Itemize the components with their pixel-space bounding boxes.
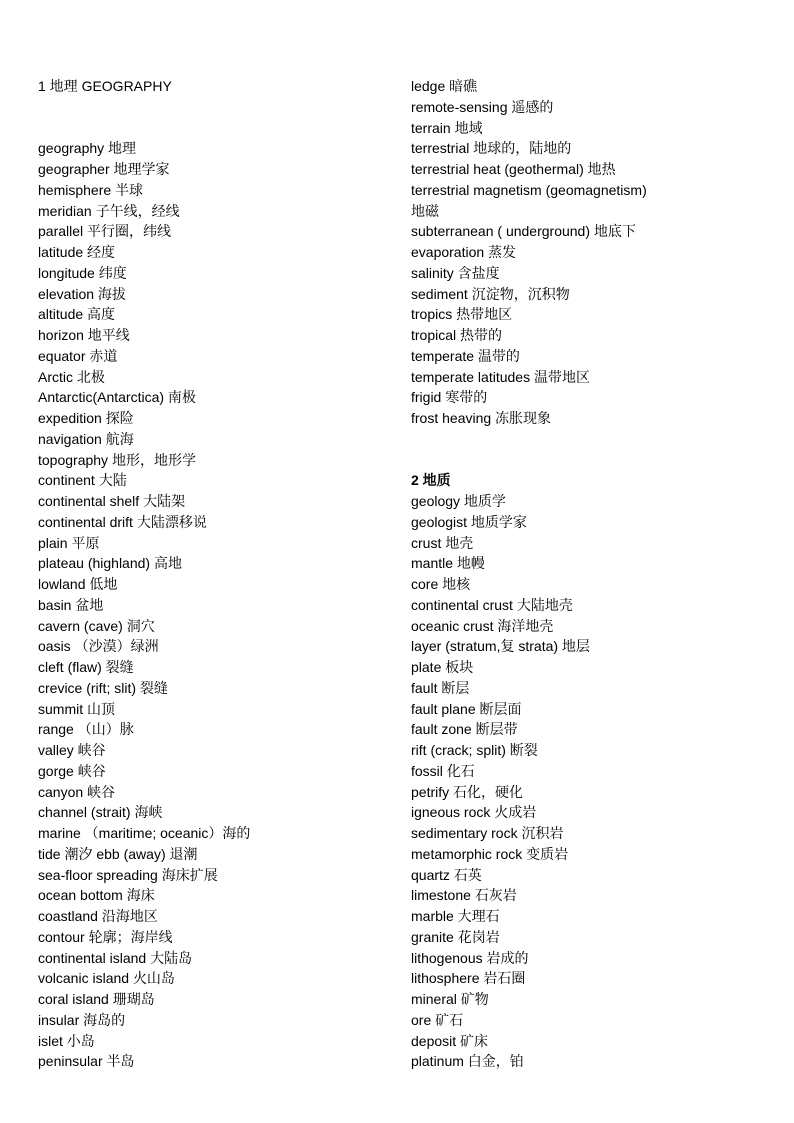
vocab-entry: fossil 化石	[411, 762, 475, 779]
vocab-entry: continental island 大陆岛	[38, 949, 193, 966]
vocab-entry: fault plane 断层面	[411, 700, 522, 717]
vocab-entry: geographer 地理学家	[38, 161, 170, 177]
vocab-entry: hemisphere 半球	[38, 181, 144, 198]
vocab-entry: geologist 地质学家	[411, 513, 527, 530]
vocab-entry: channel (strait) 海峡	[38, 804, 163, 821]
vocab-entry: geology 地质学	[411, 493, 506, 509]
vocab-entry: metamorphic rock 变质岩	[411, 845, 569, 862]
vocab-entry: lithogenous 岩成的	[411, 949, 529, 966]
vocab-entry: marble 大理石	[411, 908, 500, 924]
vocab-entry: latitude 经度	[38, 244, 116, 260]
vocab-entry: terrestrial 地球的，陆地的	[411, 140, 572, 157]
vocab-entry: fault zone 断层带	[411, 721, 518, 738]
vocab-entry: geography 地理	[38, 140, 137, 157]
vocab-entry: altitude 高度	[38, 306, 116, 323]
vocab-entry: crevice (rift; slit) 裂缝	[38, 679, 168, 696]
section-title-geography: 1 地理 GEOGRAPHY	[38, 78, 172, 94]
vocab-entry: 地磁	[411, 202, 439, 219]
vocab-entry: sediment 沉淀物，沉积物	[411, 285, 570, 302]
vocab-entry: cleft (flaw) 裂缝	[38, 659, 134, 675]
vocab-entry: tide 潮汐 ebb (away) 退潮	[38, 845, 198, 862]
vocab-entry: plain 平原	[38, 534, 100, 551]
vocab-entry: horizon 地平线	[38, 327, 130, 343]
spacer	[411, 429, 761, 450]
vocab-entry: topography 地形，地形学	[38, 451, 196, 468]
spacer	[38, 118, 388, 139]
geology-term-list	[411, 491, 761, 1072]
vocab-entry: lowland 低地	[38, 576, 118, 592]
vocab-entry: cavern (cave) 洞穴	[38, 617, 155, 634]
vocab-entry: ledge 暗礁	[411, 78, 478, 94]
vocab-entry: fault 断层	[411, 679, 470, 696]
vocab-entry: continental crust 大陆地壳	[411, 596, 573, 613]
vocab-entry: basin 盆地	[38, 596, 104, 613]
vocab-entry: equator 赤道	[38, 347, 118, 364]
vocab-entry: elevation 海拔	[38, 285, 126, 302]
vocab-entry: oceanic crust 海洋地壳	[411, 617, 554, 634]
vocab-entry: volcanic island 火山岛	[38, 970, 175, 987]
vocab-entry: mantle 地幔	[411, 555, 485, 572]
vocab-entry: quartz 石英	[411, 866, 482, 883]
vocab-entry: temperate latitudes 温带地区	[411, 368, 590, 385]
vocab-entry: continental shelf 大陆架	[38, 493, 186, 509]
vocab-entry: terrestrial heat (geothermal) 地热	[411, 161, 616, 177]
vocab-entry: evaporation 蒸发	[411, 244, 517, 260]
vocab-entry: tropical 热带的	[411, 327, 503, 343]
geography-term-list-continued	[411, 76, 761, 429]
vocab-entry: Antarctic(Antarctica) 南极	[38, 389, 196, 406]
vocab-entry: mineral 矿物	[411, 991, 489, 1007]
vocab-entry: plateau (highland) 高地	[38, 555, 182, 572]
vocab-entry: canyon 峡谷	[38, 783, 116, 800]
vocab-entry: islet 小岛	[38, 1032, 95, 1049]
vocab-entry: subterranean ( underground) 地底下	[411, 223, 636, 240]
vocab-entry: plate 板块	[411, 659, 474, 675]
vocab-entry: terrain 地域	[411, 119, 483, 136]
spacer	[38, 97, 388, 118]
section-heading-geology: 2 地质	[411, 472, 451, 489]
vocab-entry: continental drift 大陆漂移说	[38, 513, 207, 530]
vocab-entry: sedimentary rock 沉积岩	[411, 825, 564, 841]
vocab-entry: summit 山顶	[38, 700, 115, 717]
vocab-entry: oasis （沙漠）绿洲	[38, 638, 159, 655]
vocab-entry: longitude 纬度	[38, 264, 127, 281]
vocab-entry: rift (crack; split) 断裂	[411, 742, 538, 758]
vocab-entry: valley 峡谷	[38, 742, 106, 758]
vocab-entry: contour 轮廓；海岸线	[38, 928, 173, 945]
vocab-entry: lithosphere 岩石圈	[411, 970, 526, 987]
vocab-entry: navigation 航海	[38, 430, 134, 447]
vocab-entry: marine （maritime; oceanic）海的	[38, 825, 251, 841]
vocab-entry: frost heaving 冻胀现象	[411, 410, 552, 426]
vocab-entry: tropics 热带地区	[411, 306, 513, 323]
vocab-entry: continent 大陆	[38, 472, 127, 489]
left-column	[38, 76, 388, 1072]
vocab-entry: range （山）脉	[38, 721, 134, 738]
vocab-entry: coral island 珊瑚岛	[38, 991, 155, 1007]
vocab-entry: ore 矿石	[411, 1011, 464, 1028]
geography-term-list	[38, 138, 388, 1072]
vocab-entry: peninsular 半岛	[38, 1053, 135, 1070]
vocab-entry: parallel 平行圈，纬线	[38, 223, 172, 240]
vocab-entry: frigid 寒带的	[411, 389, 488, 406]
right-column	[411, 76, 761, 1072]
vocab-entry: crust 地壳	[411, 534, 474, 551]
vocab-entry: gorge 峡谷	[38, 762, 106, 779]
vocab-entry: Arctic 北极	[38, 368, 105, 385]
vocab-entry: temperate 温带的	[411, 347, 520, 364]
vocab-entry: platinum 白金，铂	[411, 1053, 524, 1070]
vocab-entry: terrestrial magnetism (geomagnetism)	[411, 181, 647, 198]
vocab-entry: ocean bottom 海床	[38, 887, 155, 904]
vocab-entry: core 地核	[411, 576, 471, 592]
vocab-entry: granite 花岗岩	[411, 928, 500, 945]
vocab-entry: igneous rock 火成岩	[411, 804, 537, 821]
vocab-entry: coastland 沿海地区	[38, 908, 158, 924]
vocab-entry: deposit 矿床	[411, 1032, 489, 1049]
vocab-entry: expedition 探险	[38, 410, 134, 426]
vocab-entry: insular 海岛的	[38, 1011, 126, 1028]
vocab-entry: layer (stratum,复 strata) 地层	[411, 638, 590, 655]
vocab-entry: petrify 石化，硬化	[411, 783, 524, 800]
vocab-entry: limestone 石灰岩	[411, 887, 517, 904]
vocab-entry: meridian 子午线，经线	[38, 202, 180, 219]
vocab-entry: remote-sensing 遥感的	[411, 98, 554, 115]
spacer	[411, 450, 761, 471]
vocab-entry: salinity 含盐度	[411, 264, 500, 281]
vocab-entry: sea-floor spreading 海床扩展	[38, 866, 218, 883]
